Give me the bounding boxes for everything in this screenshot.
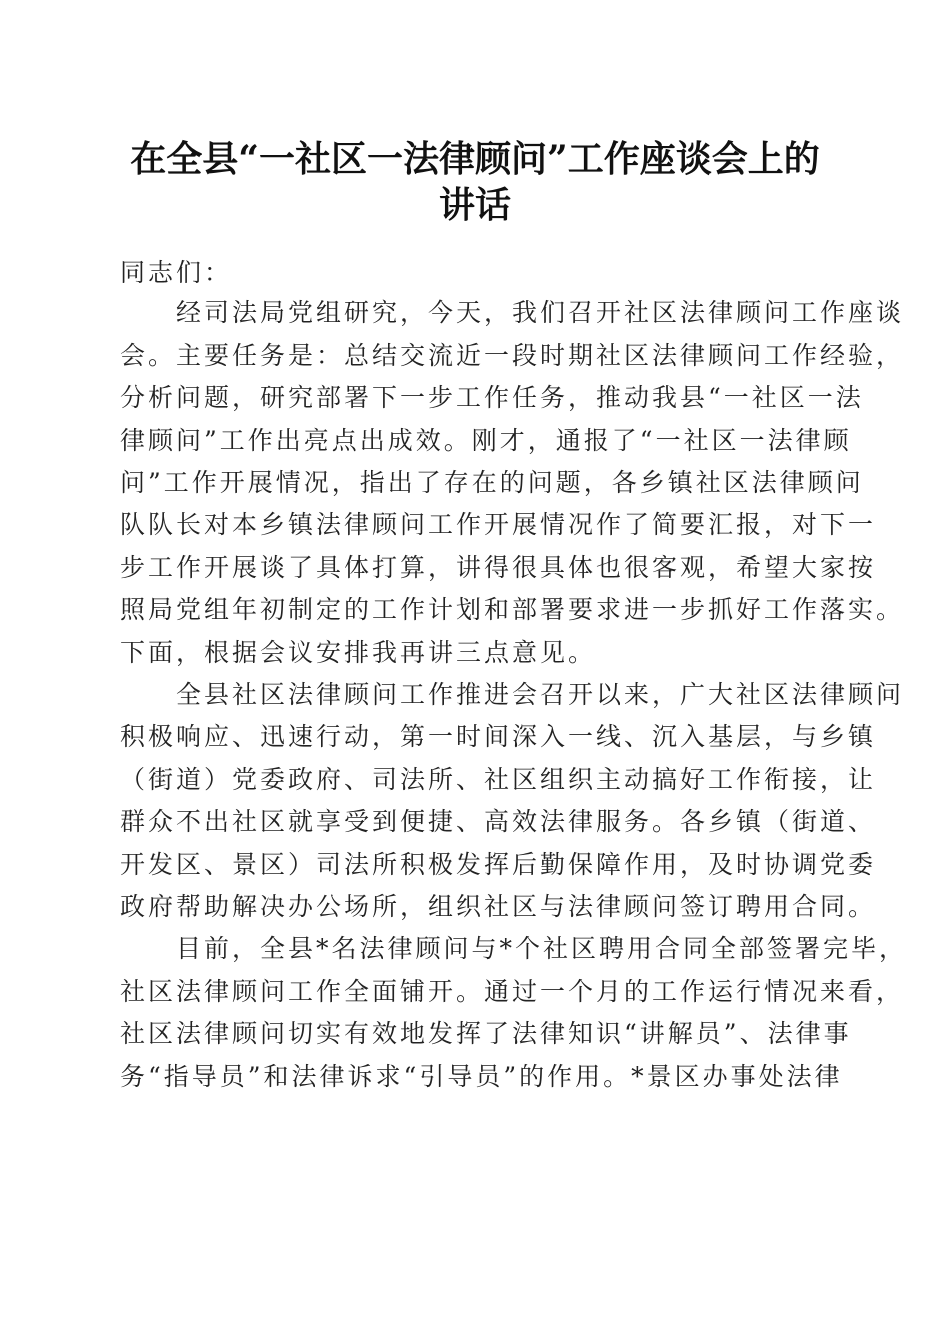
paragraph-line: 积极响应、迅速行动，第一时间深入一线、沉入基层，与乡镇: [120, 722, 877, 752]
paragraph-line: 照局党组年初制定的工作计划和部署要求进一步抓好工作落实。: [120, 595, 905, 625]
paragraph-1: [120, 292, 905, 674]
paragraph-line: 群众不出社区就享受到便捷、高效法律服务。各乡镇（街道、: [120, 807, 877, 837]
document-title: [110, 136, 840, 228]
title-line-2: 讲话: [438, 184, 511, 226]
paragraph-line: 务“指导员”和法律诉求“引导员”的作用。*景区办事处法律: [120, 1061, 843, 1091]
paragraph-line: 社区法律顾问切实有效地发挥了法律知识“讲解员”、法律事: [120, 1019, 852, 1049]
paragraph-line: 队队长对本乡镇法律顾问工作开展情况作了简要汇报，对下一: [120, 510, 877, 540]
paragraph-line: 全县社区法律顾问工作推进会召开以来，广大社区法律顾问: [120, 680, 905, 710]
paragraph-3: [120, 928, 908, 1098]
paragraph-2: [120, 674, 905, 928]
salutation: 同志们：: [120, 258, 233, 287]
paragraph-line: 政府帮助解决办公场所，组织社区与法律顾问签订聘用合同。: [120, 892, 877, 922]
paragraph-line: 步工作开展谈了具体打算，讲得很具体也很客观，希望大家按: [120, 552, 877, 582]
paragraph-line: 分析问题，研究部署下一步工作任务，推动我县“一社区一法: [120, 383, 864, 413]
paragraph-line: 经司法局党组研究，今天，我们召开社区法律顾问工作座谈: [120, 298, 905, 328]
paragraph-line: 目前，全县*名法律顾问与*个社区聘用合同全部签署完毕，: [120, 934, 908, 964]
paragraph-line: 问”工作开展情况，指出了存在的问题，各乡镇社区法律顾问: [120, 468, 864, 498]
document-body: [120, 250, 908, 1098]
paragraph-line: 会。主要任务是：总结交流近一段时期社区法律顾问工作经验，: [120, 340, 905, 370]
title-line-1: 在全县“一社区一法律顾问”工作座谈会上的: [130, 138, 820, 180]
paragraph-line: 下面，根据会议安排我再讲三点意见。: [120, 637, 597, 667]
paragraph-line: 社区法律顾问工作全面铺开。通过一个月的工作运行情况来看，: [120, 976, 905, 1006]
paragraph-line: 开发区、景区）司法所积极发挥后勤保障作用，及时协调党委: [120, 849, 877, 879]
paragraph-line: 律顾问”工作出亮点出成效。刚才，通报了“一社区一法律顾: [120, 425, 852, 455]
paragraph-line: （街道）党委政府、司法所、社区组织主动搞好工作衔接，让: [120, 764, 877, 794]
